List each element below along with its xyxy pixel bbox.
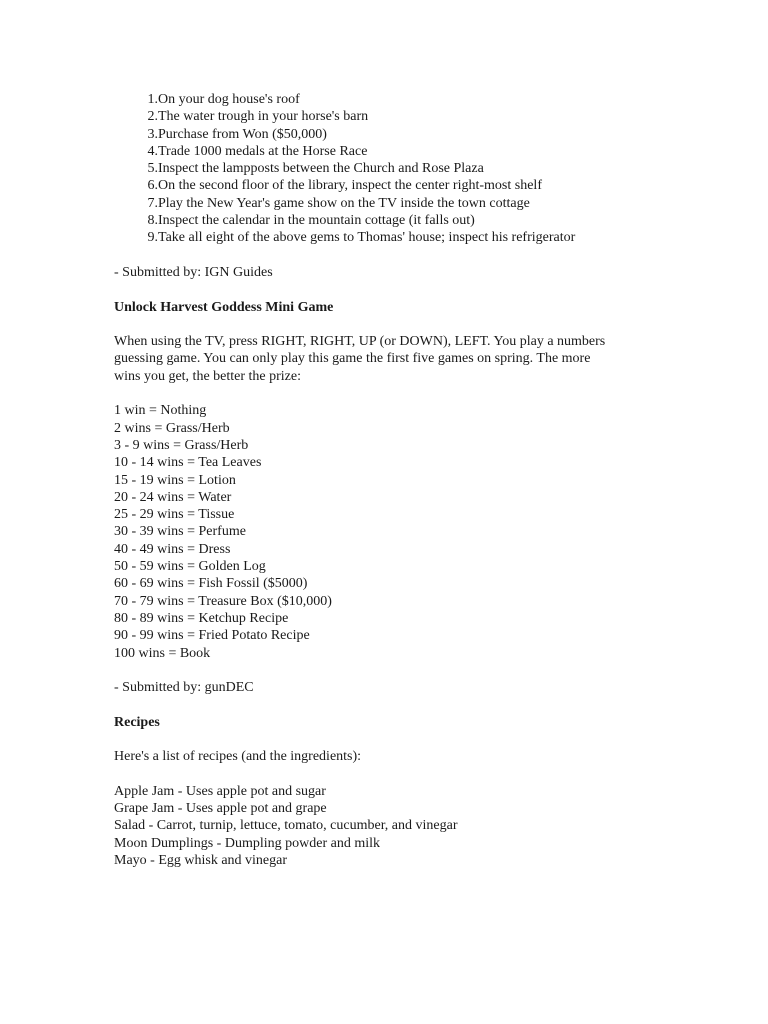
list-item: 60 - 69 wins = Fish Fossil ($5000)	[114, 576, 308, 592]
list-item: 3. Purchase from Won ($50,000)	[147, 126, 327, 142]
list-item: 2. The water trough in your horse's barn	[147, 109, 369, 125]
submitted-by-ign: - Submitted by: IGN Guides	[114, 264, 273, 280]
list-item: 5. Inspect the lampposts between the Church and Rose Plaza	[147, 161, 484, 177]
list-item: 20 - 24 wins = Water	[114, 489, 232, 505]
list-item: Apple Jam - Uses apple pot and sugar	[114, 783, 326, 799]
recipe-list	[114, 783, 754, 869]
prize-list	[114, 402, 754, 661]
list-item: 70 - 79 wins = Treasure Box ($10,000)	[114, 593, 332, 609]
list-item: 30 - 39 wins = Perfume	[114, 524, 246, 540]
list-item: 2 wins = Grass/Herb	[114, 420, 230, 436]
mini-game-intro: When using the TV, press RIGHT, RIGHT, UP (or DOWN), LEFT. You play a numbers guessing game. You can only play this game the first five games on spring. The more wins you get, the better the prize:	[114, 334, 606, 384]
submitted-by-gundec: - Submitted by: gunDEC	[114, 680, 254, 696]
list-item: Salad - Carrot, turnip, lettuce, tomato, cucumber, and vinegar	[114, 818, 458, 834]
gem-location-list	[114, 91, 754, 247]
list-item: 8. Inspect the calendar in the mountain cottage (it falls out)	[147, 213, 475, 229]
list-item: 90 - 99 wins = Fried Potato Recipe	[114, 628, 310, 644]
list-item: 100 wins = Book	[114, 645, 211, 661]
list-item: 1 win = Nothing	[114, 403, 207, 419]
list-item: 6. On the second floor of the library, inspect the center right-most shelf	[147, 178, 542, 194]
list-item: 1. On your dog house's roof	[147, 92, 300, 107]
list-item: Moon Dumplings - Dumpling powder and milk	[114, 835, 380, 851]
list-item: 7. Play the New Year's game show on the TV inside the town cottage	[147, 195, 530, 211]
recipes-intro: Here's a list of recipes (and the ingredients):	[114, 749, 362, 765]
list-item: 80 - 89 wins = Ketchup Recipe	[114, 610, 289, 626]
list-item: 40 - 49 wins = Dress	[114, 541, 231, 557]
list-item: 25 - 29 wins = Tissue	[114, 507, 235, 523]
list-item: 10 - 14 wins = Tea Leaves	[114, 455, 262, 471]
list-item: 3 - 9 wins = Grass/Herb	[114, 437, 249, 453]
list-item: Grape Jam - Uses apple pot and grape	[114, 801, 327, 817]
list-item: 4. Trade 1000 medals at the Horse Race	[147, 143, 368, 159]
list-item: 15 - 19 wins = Lotion	[114, 472, 236, 488]
list-item: 50 - 59 wins = Golden Log	[114, 559, 266, 575]
section-heading-mini-game: Unlock Harvest Goddess Mini Game	[114, 299, 334, 315]
section-heading-recipes: Recipes	[114, 714, 160, 730]
list-item: 9. Take all eight of the above gems to Thomas' house; inspect his refrigerator	[147, 230, 576, 246]
list-item: Mayo - Egg whisk and vinegar	[114, 853, 288, 869]
